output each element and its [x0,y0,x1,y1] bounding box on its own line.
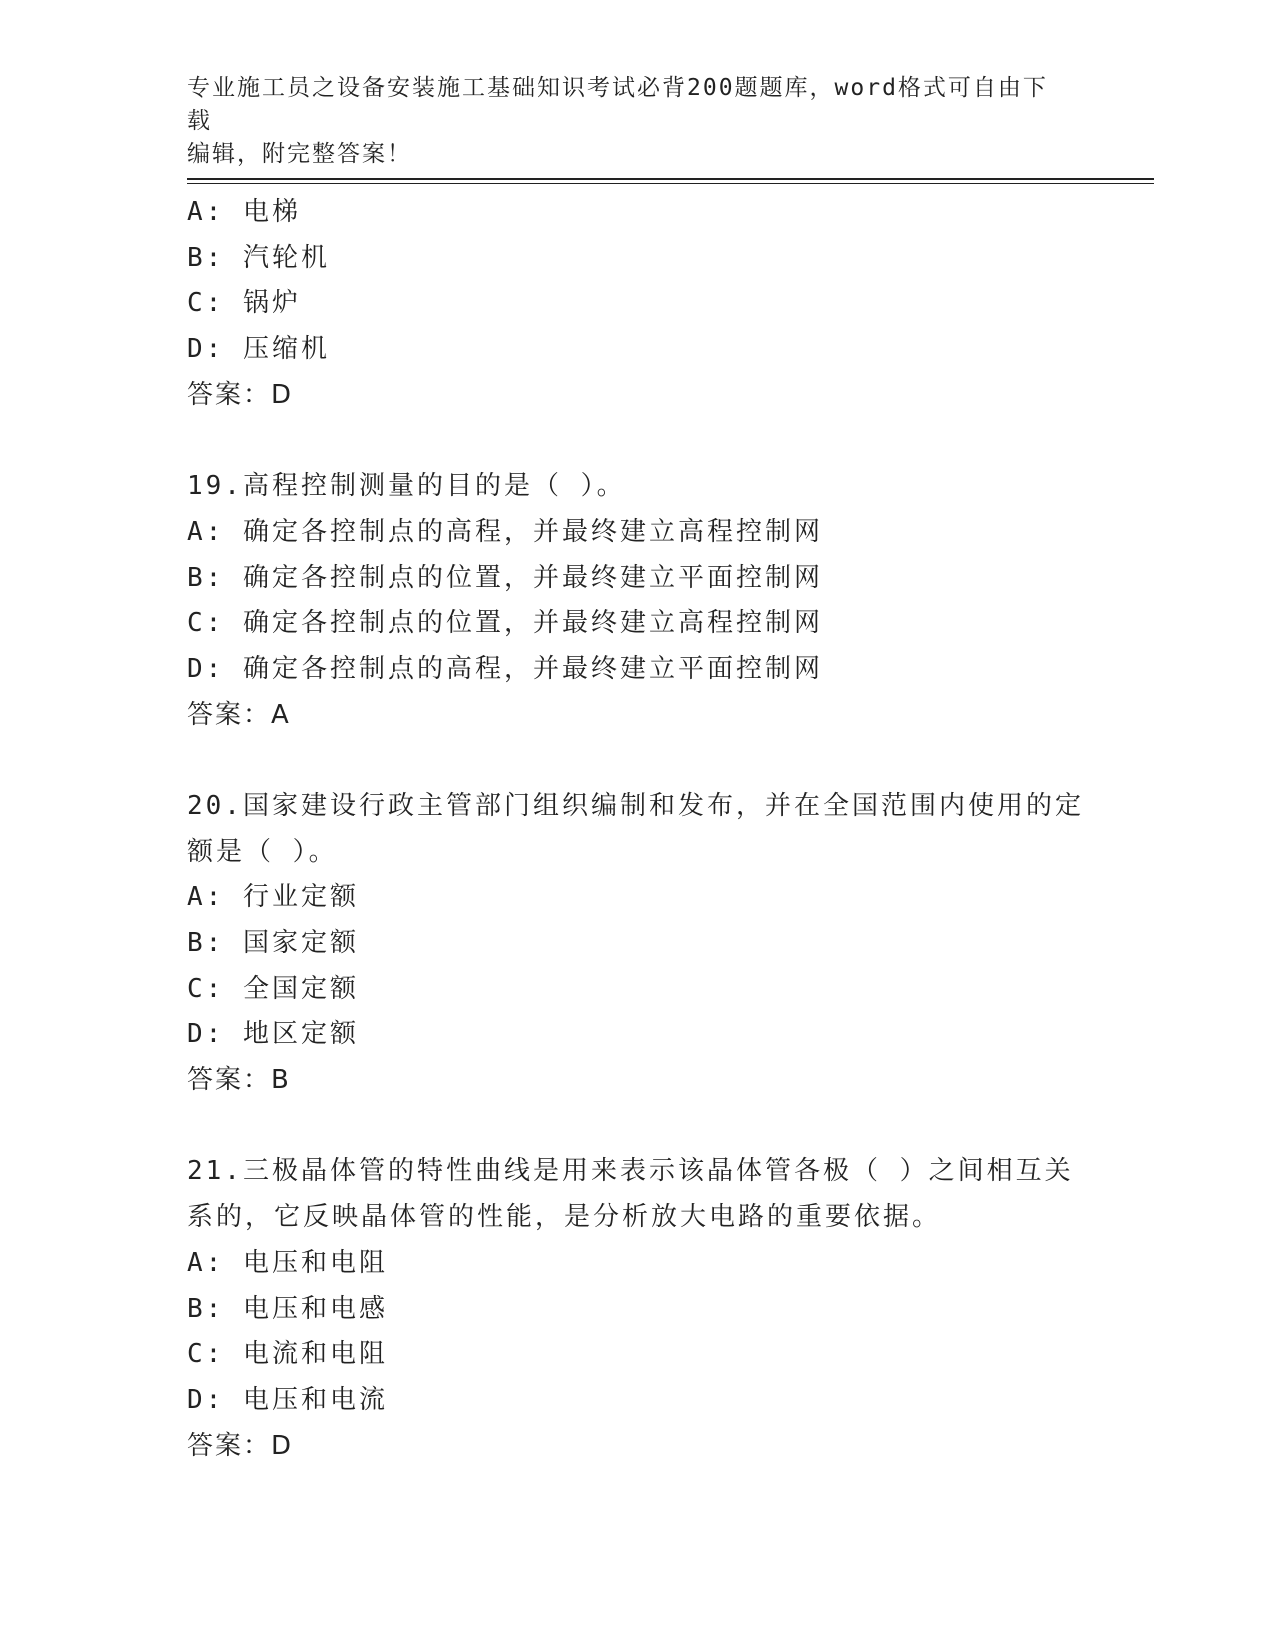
q21-option-d: D: 电压和电流 [187,1384,388,1415]
q20-answer: 答案：B [187,1065,291,1096]
header-divider-thin [187,183,1154,184]
document-header [187,72,1067,171]
q19-question: 19.高程控制测量的目的是（ ）。 [187,471,626,502]
q21-question-line-2: 系的，它反映晶体管的性能，是分析放大电路的重要依据。 [187,1202,942,1233]
q20-option-d: D: 地区定额 [187,1019,359,1050]
q18-option-a: A: 电梯 [187,197,301,227]
question-20-block [187,784,1087,1104]
question-spacer [187,1104,1087,1150]
q20-question-line-1: 20.国家建设行政主管部门组织编制和发布，并在全国范围内使用的定 [187,790,1084,821]
question-18-block [187,190,1087,418]
q18-option-c: C: 锅炉 [187,288,301,319]
header-title-line-2: 编辑，附完整答案！ [187,141,412,167]
q19-option-a: A: 确定各控制点的高程，并最终建立高程控制网 [187,516,823,547]
q21-option-b: B: 电压和电感 [187,1293,388,1324]
question-21-block [187,1149,1087,1469]
q18-option-b: B: 汽轮机 [187,242,330,273]
q20-option-a: A: 行业定额 [187,882,359,913]
q18-answer: 答案：D [187,379,294,410]
q20-option-c: C: 全国定额 [187,973,359,1004]
q20-option-b: B: 国家定额 [187,928,359,958]
q21-question-line-1: 21.三极晶体管的特性曲线是用来表示该晶体管各极（ ）之间相互关 [187,1156,1074,1187]
q19-answer: 答案：A [187,699,291,730]
question-spacer [187,738,1087,784]
q19-option-b: B: 确定各控制点的位置，并最终建立平面控制网 [187,562,823,593]
question-19-block [187,464,1087,738]
q18-option-d: D: 压缩机 [187,334,330,365]
q19-option-d: D: 确定各控制点的高程，并最终建立平面控制网 [187,653,823,684]
q21-option-c: C: 电流和电阻 [187,1339,388,1370]
header-title-line-1: 专业施工员之设备安装施工基础知识考试必背200题题库，word格式可自由下载 [187,75,1048,134]
q21-answer: 答案：D [187,1430,294,1461]
header-divider-thick [187,178,1154,180]
q21-option-a: A: 电压和电阻 [187,1247,388,1278]
q19-option-c: C: 确定各控制点的位置，并最终建立高程控制网 [187,608,823,639]
question-spacer [187,418,1087,464]
question-list [187,190,1087,1469]
q20-question-line-2: 额是（ ）。 [187,836,338,867]
